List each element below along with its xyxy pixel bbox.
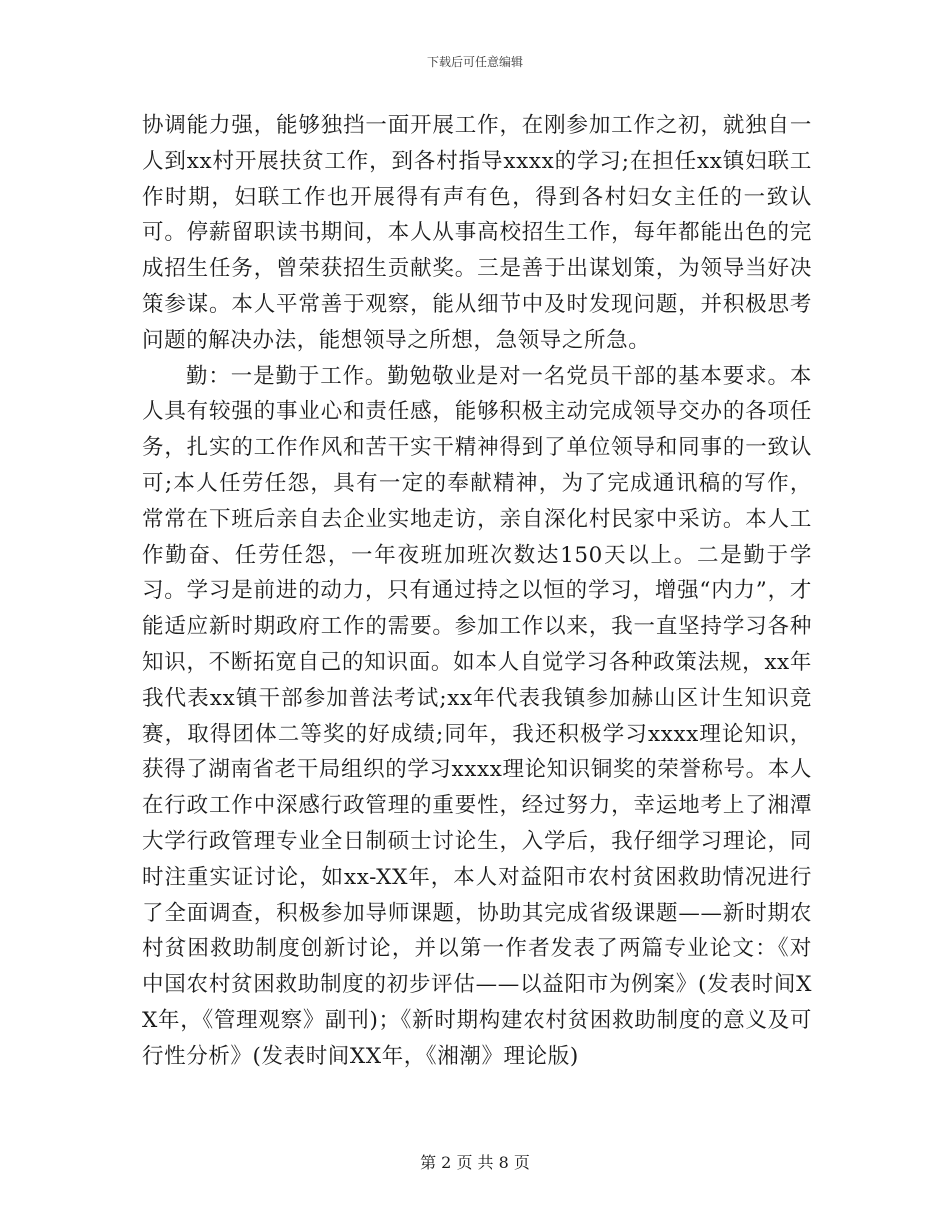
page-number-footer: 第 2 页 共 8 页 <box>420 1153 530 1172</box>
page-header: 下载后可任意编辑 <box>426 55 523 69</box>
document-body <box>142 108 812 1075</box>
paragraph-diligence: 勤：一是勤于工作。勤勉敬业是对一名党员干部的基本要求。本人具有较强的事业心和责任感，能够积极主动完成领导交办的各项任务，扎实的工作作风和苦干实干精神得到了单位领导和同事的一致认可;本人任劳任怨，具有一定的奉献精神，为了完成通讯稿的写作，常常在下班后亲自去企业实地走访，亲自深化村民家中采访。本人工作勤奋、任劳任怨，一年夜班加班次数达150天以上。二是勤于学习。学习是前进的动力，只有通过持之以恒的学习，增强“内力”，才能适应新时期政府工作的需要。参加工作以来，我一直坚持学习各种知识，不断拓宽自己的知识面。如本人自觉学习各种政策法规，xx年我代表xx镇干部参加普法考试;xx年代表我镇参加赫山区计生知识竞赛，取得团体二等奖的好成绩;同年，我还积极学习xxxx理论知识，获得了湖南省老干局组织的学习xxxx理论知识铜奖的荣誉称号。本人在行政工作中深感行政管理的重要性，经过努力，幸运地考上了湘潭大学行政管理专业全日制硕士讨论生，入学后，我仔细学习理论，同时注重实证讨论，如xx-XX年，本人对益阳市农村贫困救助情况进行了全面调查，积极参加导师课题，协助其完成省级课题——新时期农村贫困救助制度创新讨论，并以第一作者发表了两篇专业论文：《对中国农村贫困救助制度的初步评估——以益阳市为例案》(发表时间XX年，《管理观察》副刊)；《新时期构建农村贫困救助制度的意义及可行性分析》(发表时间XX年，《湘潮》理论版) <box>142 363 812 1069</box>
paragraph-continuation: 协调能力强，能够独挡一面开展工作，在刚参加工作之初，就独自一人到xx村开展扶贫工作，到各村指导xxxx的学习;在担任xx镇妇联工作时期，妇联工作也开展得有声有色，得到各村妇女主任的一致认可。停薪留职读书期间，本人从事高校招生工作，每年都能出色的完成招生任务，曾荣获招生贡献奖。三是善于出谋划策，为领导当好决策参谋。本人平常善于观察，能从细节中及时发现问题，并积极思考问题的解决办法，能想领导之所想，急领导之所急。 <box>142 113 812 353</box>
